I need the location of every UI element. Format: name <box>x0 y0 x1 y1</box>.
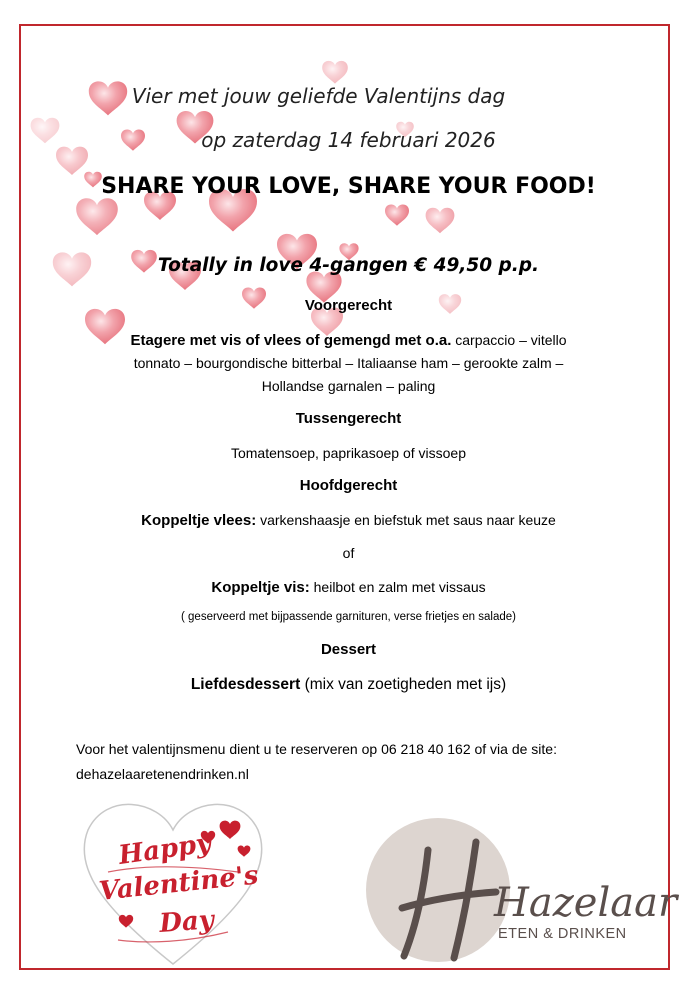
course-title-main: Hoofdgerecht <box>299 477 398 494</box>
headline: SHARE YOUR LOVE, SHARE YOUR FOOD! <box>101 174 596 199</box>
main-fish-text: heilbot en zalm met vissaus <box>313 579 486 595</box>
main-meat-text: varkenshaasje en biefstuk met saus naar keuze <box>260 512 556 528</box>
heart-icon <box>385 205 409 226</box>
reservation-website: dehazelaaretenendrinken.nl <box>76 766 249 782</box>
course-title-dessert: Dessert <box>320 641 377 658</box>
happy-valentines-heart-badge <box>78 792 268 968</box>
main-fish-label: Koppeltje vis: <box>211 579 310 596</box>
intro-line-2: op zaterdag 14 februari 2026 <box>201 128 496 152</box>
course-title-starter: Voorgerecht <box>304 297 393 314</box>
badge-happy-text: Happy <box>116 828 213 871</box>
starter-description-line-2: tonnato – bourgondische bitterbal – Italiaanse ham – gerookte zalm – <box>133 355 564 371</box>
badge-valentines-text: Valentine's <box>97 860 260 907</box>
starter-description-line-3: Hollandse garnalen – paling <box>261 378 436 394</box>
heart-icon <box>426 208 455 234</box>
dessert-text: (mix van zoetigheden met ijs) <box>304 676 507 693</box>
badge-day-text: Day <box>158 905 215 939</box>
main-or-separator: of <box>342 545 355 561</box>
main-course-note: ( geserveerd met bijpassende garnituren, verse frietjes en salade) <box>181 611 516 623</box>
main-meat-option <box>0 509 697 532</box>
reservation-text: Voor het valentijnsmenu dient u te reserveren op 06 218 40 162 of via de site: <box>76 741 557 757</box>
intro-line-1: Vier met jouw geliefde Valentijns dag <box>131 84 506 108</box>
dessert-label: Liefdesdessert <box>190 676 301 693</box>
starter-lead: Etagere met vis of vlees of gemengd met o.a. <box>130 332 452 349</box>
heart-icon <box>76 198 118 235</box>
starter-line-1-rest: carpaccio – vitello <box>455 332 567 348</box>
offer-title: Totally in love 4-gangen € 49,50 p.p. <box>157 255 540 276</box>
course-title-intermediate: Tussengerecht <box>295 410 402 427</box>
heart-icon <box>322 61 348 84</box>
floating-hearts-decoration <box>0 0 697 340</box>
dessert-description <box>0 676 697 694</box>
main-fish-option <box>0 576 697 599</box>
intermediate-description: Tomatensoep, paprikasoep of vissoep <box>230 445 467 461</box>
starter-description-line-1 <box>0 329 697 352</box>
logo-tagline: ETEN & DRINKEN <box>498 926 627 942</box>
hazelaar-logo <box>366 808 678 968</box>
main-meat-label: Koppeltje vlees: <box>141 512 257 529</box>
logo-name: Hazelaar <box>494 880 678 926</box>
